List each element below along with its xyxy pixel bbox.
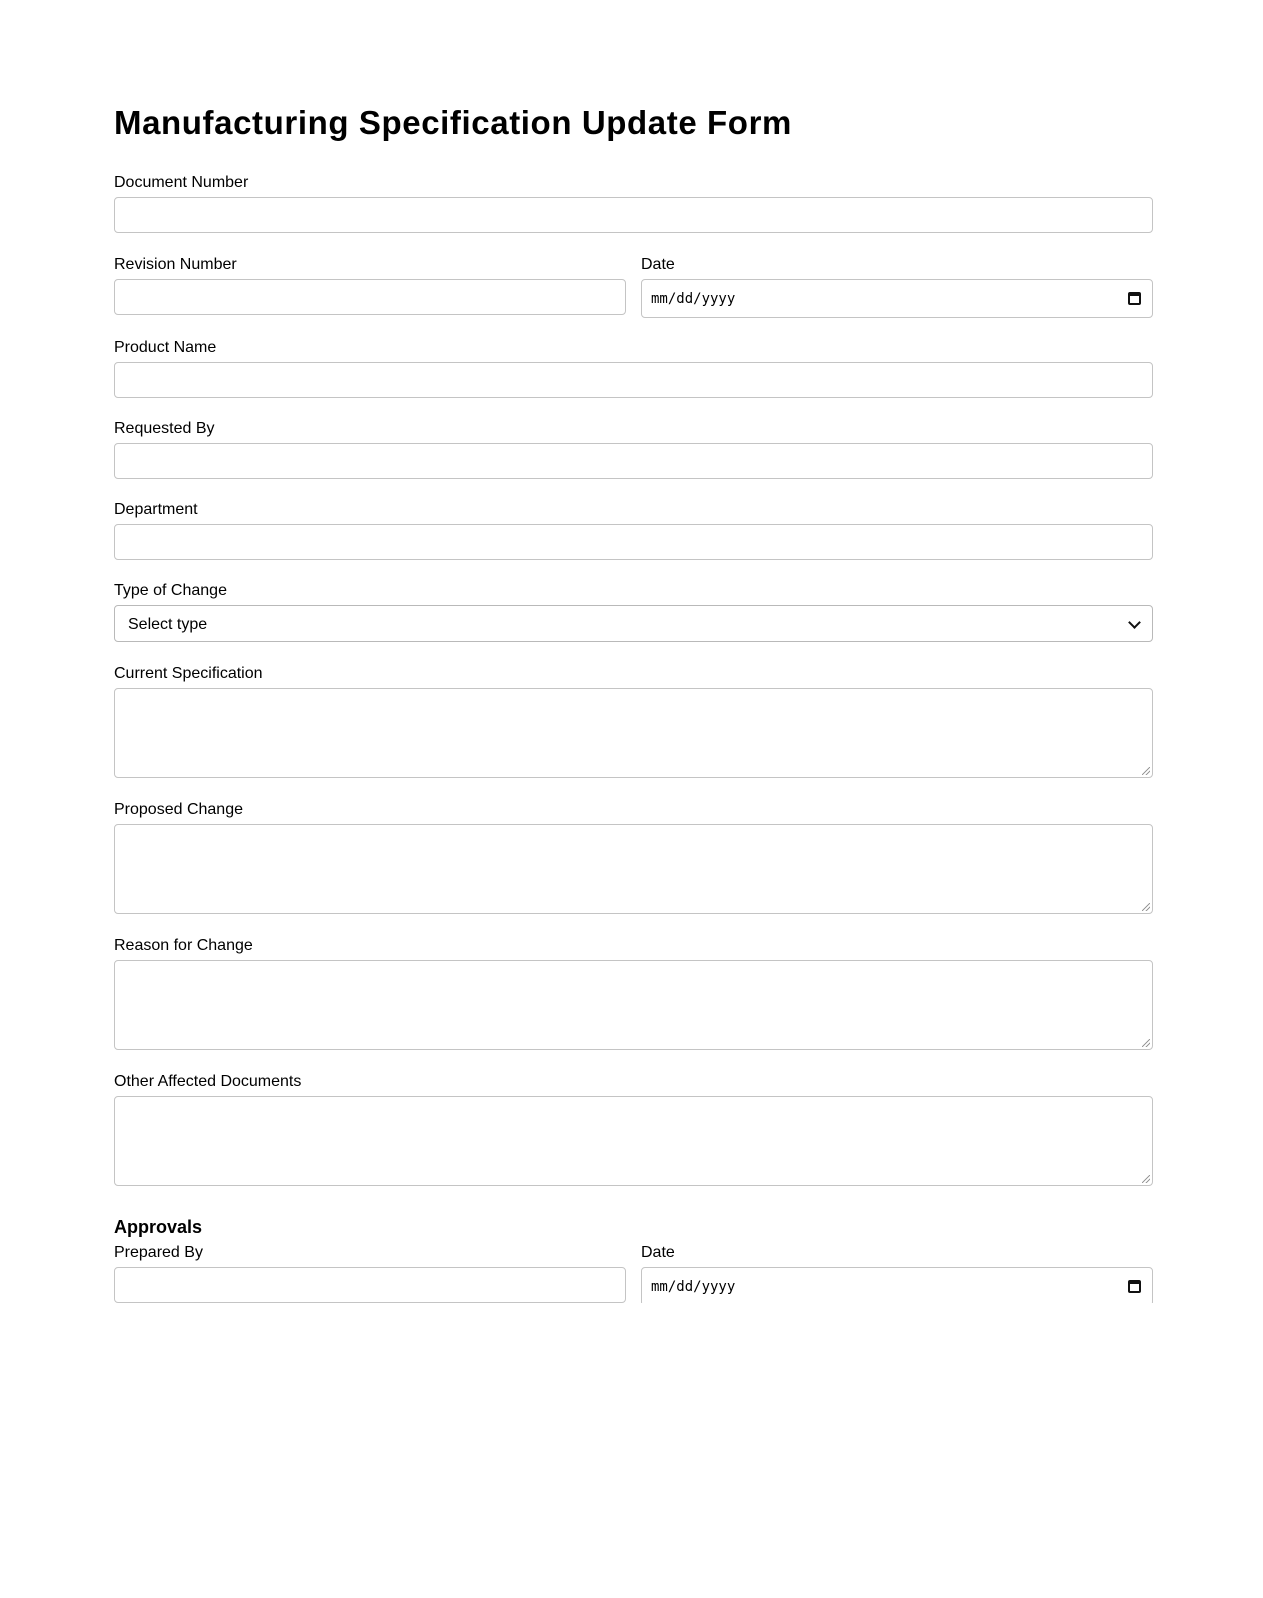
prepared-by-label: Prepared By bbox=[114, 1244, 203, 1261]
approval-date-group bbox=[641, 1243, 1153, 1303]
product-name-label: Product Name bbox=[114, 339, 217, 356]
calendar-icon[interactable] bbox=[1128, 292, 1141, 305]
reason-for-change-textarea[interactable] bbox=[114, 960, 1153, 1050]
prepared-by-group bbox=[114, 1243, 626, 1303]
requested-by-group bbox=[114, 419, 1153, 479]
proposed-change-group bbox=[114, 800, 1153, 914]
resize-grip-icon[interactable] bbox=[1142, 1175, 1150, 1183]
current-specification-label: Current Specification bbox=[114, 665, 263, 682]
document-number-label: Document Number bbox=[114, 174, 249, 191]
date-input[interactable] bbox=[641, 279, 1153, 318]
prepared-by-input[interactable] bbox=[114, 1267, 626, 1303]
type-of-change-group bbox=[114, 581, 1153, 642]
approvals-row bbox=[114, 1243, 1153, 1303]
product-name-group bbox=[114, 338, 1153, 398]
page-title: Manufacturing Specification Update Form bbox=[114, 104, 792, 141]
date-group bbox=[641, 255, 1153, 318]
approval-date-input[interactable] bbox=[641, 1267, 1153, 1303]
resize-grip-icon[interactable] bbox=[1142, 767, 1150, 775]
approvals-heading: Approvals bbox=[114, 1217, 203, 1237]
reason-for-change-label: Reason for Change bbox=[114, 937, 253, 954]
date-placeholder: mm/dd/yyyy bbox=[651, 291, 736, 307]
resize-grip-icon[interactable] bbox=[1142, 903, 1150, 911]
approval-date-placeholder: mm/dd/yyyy bbox=[651, 1279, 736, 1295]
chevron-down-icon bbox=[1128, 616, 1141, 629]
proposed-change-textarea[interactable] bbox=[114, 824, 1153, 914]
department-label: Department bbox=[114, 501, 198, 518]
current-specification-group bbox=[114, 664, 1153, 778]
other-affected-documents-textarea[interactable] bbox=[114, 1096, 1153, 1186]
other-affected-documents-group bbox=[114, 1072, 1153, 1186]
requested-by-label: Requested By bbox=[114, 420, 215, 437]
type-of-change-value: Select type bbox=[128, 616, 208, 633]
calendar-icon[interactable] bbox=[1128, 1280, 1141, 1293]
document-number-input[interactable] bbox=[114, 197, 1153, 233]
other-affected-documents-label: Other Affected Documents bbox=[114, 1073, 302, 1090]
date-label: Date bbox=[641, 256, 675, 273]
revision-date-row bbox=[114, 255, 1153, 318]
type-of-change-label: Type of Change bbox=[114, 582, 227, 599]
department-group bbox=[114, 500, 1153, 560]
product-name-input[interactable] bbox=[114, 362, 1153, 398]
revision-number-group bbox=[114, 255, 626, 315]
department-input[interactable] bbox=[114, 524, 1153, 560]
resize-grip-icon[interactable] bbox=[1142, 1039, 1150, 1047]
reason-for-change-group bbox=[114, 936, 1153, 1050]
spec-update-form bbox=[114, 101, 1153, 1303]
proposed-change-label: Proposed Change bbox=[114, 801, 243, 818]
current-specification-textarea[interactable] bbox=[114, 688, 1153, 778]
revision-number-input[interactable] bbox=[114, 279, 626, 315]
type-of-change-select[interactable] bbox=[114, 605, 1153, 642]
approval-date-label: Date bbox=[641, 1244, 675, 1261]
revision-number-label: Revision Number bbox=[114, 256, 237, 273]
requested-by-input[interactable] bbox=[114, 443, 1153, 479]
document-number-group bbox=[114, 173, 1153, 233]
